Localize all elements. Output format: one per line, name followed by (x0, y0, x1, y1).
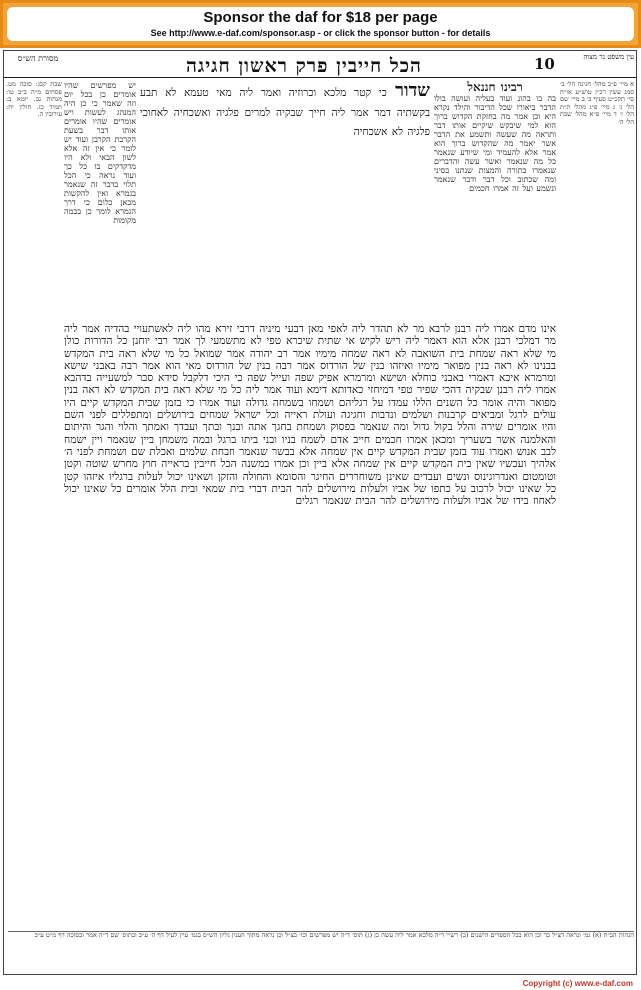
rashi-heading: רבינו חננאל (467, 81, 523, 94)
gemara-opening-word: שדור (395, 81, 430, 101)
page-number: 10 (534, 55, 555, 73)
talmud-page (3, 50, 637, 975)
copyright-notice[interactable] (523, 979, 633, 988)
masoret-hashas-label: מסורת הש״ס (17, 54, 59, 63)
sponsor-banner-panel[interactable] (7, 7, 634, 41)
rashi-text: בה בו בהונ ועוד בעליה ועושה בולו הדבר ביאורו שכל הדיבור והילד נקרא היא וכן אמר מה בחזקת הקדוש ברוך הוא למי שיבקש שיקיים אותו דבר ותראה מה שעשה ותשמע את הדבר אשר יאמר מה שהקדוש ברוך הוא אמר אלא להעמיד ומי שיודע שנאמר כל מה שנאמר ואשר עשה והדברים שנאמרו בתורה והמצות שנתנו בסיני ומה שכתוב וכל דבר ודבר שנאמר ונשמע ועל זה אמרו חכמים (434, 94, 556, 193)
sponsor-title[interactable]: Sponsor the daf for $18 per page (203, 9, 438, 26)
gemara-opening-text: כי קטר מלכא וכרוזיה ואמר ליה מאי טעמא לא תבע בקשתיה דמר אמר ליה חייך שבקיה למרים פלגיה ואשכחיה לאחוכי פלגיה לא אשכחיה (140, 87, 430, 138)
rashi-column (434, 81, 556, 321)
tosafot-column (64, 81, 136, 321)
sponsor-subtitle[interactable]: See http://www.e-daf.com/sponsor.asp - or click the sponsor button - for details (150, 28, 491, 38)
masoret-hashas-text: שבת קכג: סוכה מט. פסחים מ״ה ב״ב טו: מנחות נב. יומא ב: תמיד כז. חולין יח: עירובין ה. (6, 81, 62, 118)
page-title: הכל חייבין פרק ראשון חגיגה (186, 55, 422, 77)
gemara-column (140, 81, 430, 321)
gemara-body: אינו מדם אמרו ליה רבנן לרבא מר לא תהדר ליה לאפי מאן דבעי מיניה דרבי זירא מהו ליה לאשתעויי בהדיה אמר ליה מר דמלכי רבנן אלא הוא דאמר ליה ריש לקיש אי שתית שיכרא טפי לא מתשמעי לך אמר רבי יוחנן כל הדורות כולן מי שלא ראה שמחת בית השואבה לא ראה שמחה מימיו אמר רב יהודה אמר שמואל כל מי שלא ראה בית המקדש בבנינו לא ראה בנין מפואר מימיו ואיזהו בנין של הורדוס אמר רבה בנין של הורדוס מאי הוא אמר רבה באבני שישא ומרמרא איכא דאמרי באבני כוחלא ושישא ומרמרא אפיק שפה ועייל שפה כי היכי דלקבל סידא סבר למשעייה בדהבא אמרו ליה רבנן שבקיה דהכי שפיר טפי דמיחזי כאדותא דימא ועוד אמר ליה כל מי שלא ראה בית המקדש לא ראה בנין מפואר והיה אומר כל השנים הללו עמדו על רגליהם ושמחו בשמחה גדולה ועוד אמרו כי בזמן שבית המקדש קיים היו עולים לרגל ומביאים קרבנות ושלמים ונדבות וחגיגה ועולת ראייה וכל ישראל שמחים בירושלים ומתפללים לפני השם והיו אומרים שירה והלל בקול גדול ומה שנאמר בפסוק ושמחת בחגך אתה ובנך ובתך ועבדך ואמתך והלוי והגר והיתום והאלמנה אשר בשעריך ומכאן אמרו חכמים חייב אדם לשמח בניו ובני ביתו ברגל ובמה משמחן ביין שנאמר ויין ישמח לבב אנוש ואמרו עוד בזמן שבית המקדש קיים אין שמחה אלא בבשר שנאמר וזבחת שלמים ואכלת שם ושמחת לפני ה׳ אלהיך ועכשיו שאין בית המקדש קיים אין שמחה אלא ביין וכן אמרו במשנה הכל חייבין בראייה חוץ מחרש שוטה וקטן וטומטום ואנדרוגינוס ונשים ועבדים שאינן משוחררים החיגר והסומא והחולה והזקן ושאינו יכול לעלות ברגליו איזהו קטן כל שאינו יכול לרכוב על כתפו של אביו ולעלות מירושלים להר הבית דברי בית שמאי ובית הלל אומרים כל שאינו יכול לאחוז בידו של אביו ולעלות מירושלים להר הבית שנאמר רגלים (64, 323, 556, 508)
ein-mishpat-column (560, 81, 634, 966)
sponsor-banner[interactable] (0, 0, 641, 48)
ein-mishpat-text: א מיי׳ פ״ב מהל׳ חגיגה הל׳ ב׳ סמג עשין רכ״ז טוש״ע או״ח סי׳ תקכ״ט סעיף ב׳ ב מיי׳ שם הל׳ ג׳ ג מיי׳ פ״ג מהל׳ ת״ת הל׳ ז׳ ד מיי׳ פ״א מהל׳ שבת הל׳ ה׳ (560, 81, 634, 126)
masoret-hashas-column (6, 81, 62, 931)
page-header (4, 51, 636, 78)
copyright-text[interactable]: Copyright (c) www.e-daf.com (522, 979, 633, 988)
gemara-main-text (64, 323, 556, 928)
hagahot-text: הגהות הב״ח (א) גמ׳ ונראה דצ״ל כך וכן הוא בכל הספרים הישנים (ב) רש״י ד״ה מלכא אמר ליה עשה כן (ג) תוס׳ ד״ה יש מפרשים וכו׳ כצ״ל וכן נראה מתוך הענין גליון הש״ס בגמ׳ עיין לעיל דף ה׳ ע״ב ובתוס׳ שם ד״ה אמר ובסוכה דף מ״ט ע״ב (34, 931, 634, 939)
ein-mishpat-label: עין משפט נר מצוה (583, 53, 634, 61)
hagahot-footer (8, 931, 634, 972)
tosafot-text: יש מפרשים שהיו אומרים כן בכל יום וזה שאמר כי כן היה המנהג לעשות ויש אומרים שהיו אומרים אותו דבר בשעת הקרבת הקרבן ועוד יש לומר כי אין זה אלא לשון הבאי ולא היו מדקדקים בו כל כך ועוד נראה כי הכל תלוי בדבר זה שנאמר בגמרא ואין להקשות מכאן כלום כי דרך הגמרא לומר כן בכמה מקומות (64, 81, 136, 225)
